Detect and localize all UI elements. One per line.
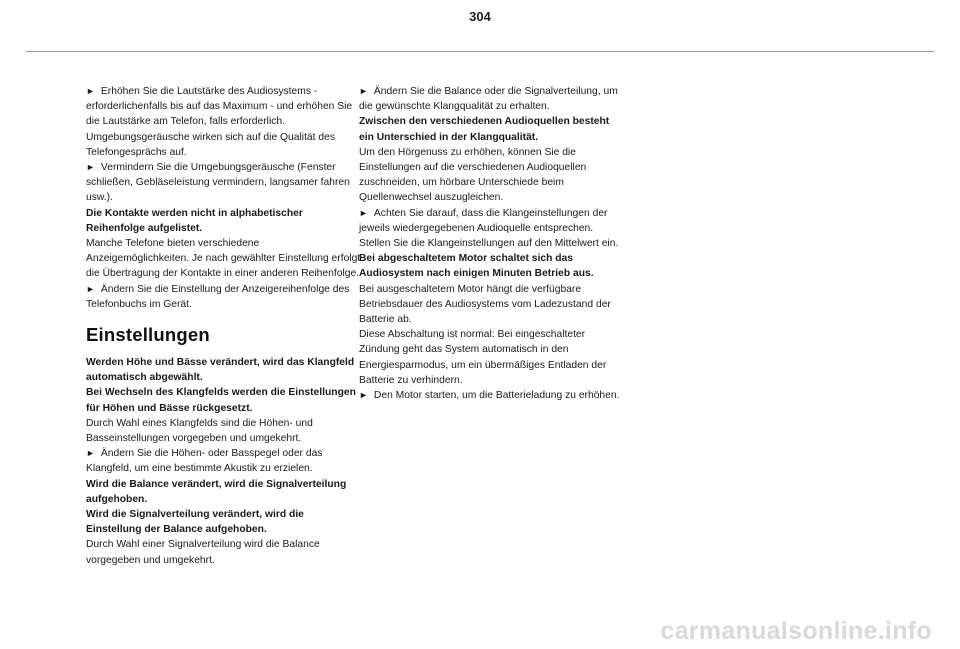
problem-heading: Werden Höhe und Bässe verändert, wird das Klangfeld automatisch abgewählt.	[86, 357, 355, 384]
problem-heading: Bei Wechseln des Klangfelds werden die Einstellungen für Höhen und Bässe rückgesetzt.	[86, 387, 356, 414]
problem-heading: Bei abgeschaltetem Motor schaltet sich das Audiosystem nach einigen Minuten Betrieb aus.	[359, 253, 594, 280]
problem-heading: Wird die Balance verändert, wird die Signalverteilung aufgehoben.	[86, 478, 347, 505]
problem-heading: Wird die Signalverteilung verändert, wird die Einstellung der Balance aufgehoben.	[86, 509, 304, 536]
instruction-bullet: ► Achten Sie darauf, dass die Klangeinstellungen der jeweils wiedergegebenen Audioquelle entsprechen. Stellen Sie die Klangeinstellungen auf den Mittelwert ein.	[359, 206, 621, 252]
body-text: Durch Wahl einer Signalverteilung wird die Balance vorgegeben und umgekehrt.	[86, 539, 320, 566]
page-number: 304	[469, 9, 491, 24]
right-column	[359, 84, 621, 403]
instruction-bullet: ► Vermindern Sie die Umgebungsgeräusche (Fenster schließen, Gebläseleistung vermindern, langsamer fahren usw.).	[86, 160, 361, 206]
instruction-bullet: ► Erhöhen Sie die Lautstärke des Audiosystems - erforderlichenfalls bis auf das Maximum - und erhöhen Sie die Lautstärke am Telefon, falls erforderlich.	[86, 84, 361, 130]
watermark: carmanualsonline.info	[660, 617, 932, 645]
body-text: Diese Abschaltung ist normal: Bei eingeschalteter Zündung geht das System automatisch in den Energiesparmodus, um ein übermäßiges Entladen der Batterie zu verhindern.	[359, 329, 607, 386]
instruction-bullet: ► Den Motor starten, um die Batterieladung zu erhöhen.	[359, 388, 621, 403]
body-text: Durch Wahl eines Klangfelds sind die Höhen- und Basseinstellungen vorgegeben und umgekehrt.	[86, 417, 313, 445]
body-text: Umgebungsgeräusche wirken sich auf die Qualität des Telefongesprächs auf.	[86, 131, 335, 158]
instruction-bullet: ► Ändern Sie die Höhen- oder Basspegel oder das Klangfeld, um eine bestimmte Akustik zu erzielen.	[86, 446, 361, 476]
instruction-bullet: ► Ändern Sie die Einstellung der Anzeigereihenfolge des Telefonbuchs im Gerät.	[86, 282, 361, 312]
left-column	[86, 84, 361, 568]
problem-heading: Die Kontakte werden nicht in alphabetischer Reihenfolge aufgelistet.	[86, 207, 303, 234]
header-divider	[26, 51, 934, 52]
section-title: Einstellungen	[86, 324, 210, 346]
instruction-bullet: ► Ändern Sie die Balance oder die Signalverteilung, um die gewünschte Klangqualität zu erhalten.	[359, 84, 621, 114]
problem-heading: Zwischen den verschiedenen Audioquellen besteht ein Unterschied in der Klangqualität.	[359, 116, 610, 143]
body-text: Um den Hörgenuss zu erhöhen, können Sie die Einstellungen auf die verschiedenen Audioquellen zuschneiden, um hörbare Unterschiede beim Quellenwechsel auszugleichen.	[359, 146, 587, 204]
body-text: Bei ausgeschaltetem Motor hängt die verfügbare Betriebsdauer des Audiosystems vom Ladezustand der Batterie ab.	[359, 283, 611, 326]
body-text: Manche Telefone bieten verschiedene Anzeigemöglichkeiten. Je nach gewählter Einstellung erfolgt die Übertragung der Kontakte in einer anderen Reihenfolge.	[86, 238, 361, 280]
